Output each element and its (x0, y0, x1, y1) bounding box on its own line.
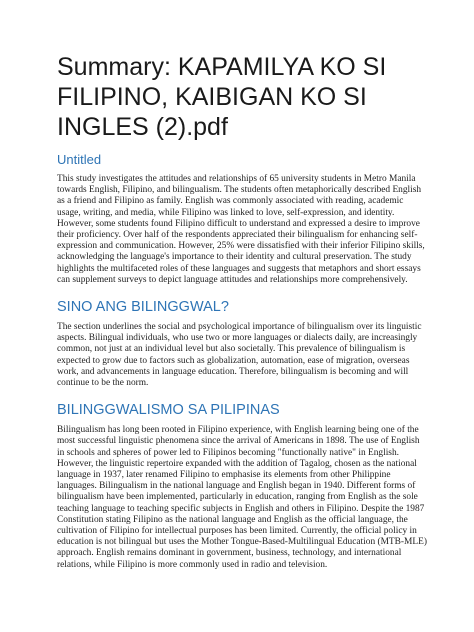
section-heading: SINO ANG BILINGGWAL? (57, 299, 229, 316)
document-page (57, 52, 427, 583)
section-paragraph: This study investigates the attitudes and relationships of 65 university students in Metro Manila towards English, Filipino, and bilingualism. The students often metaphorically described English as a friend and Filipino as family. English was commonly associated with reading, academic usage, writing, and media, while Filipino was linked to love, self-expression, and identity. However, some students found Filipino difficult to understand and expressed a desire to improve their proficiency. Over half of the respondents appreciated their bilingualism for enhancing self-expression and communication. However, 25% were dissatisfied with their inferior Filipino skills, acknowledging the language's importance to their identity and cultural preservation. The study highlights the multifaceted roles of these languages and suggests that metaphors and short essays can supplement surveys to depict language attitudes and relationships more comprehensively. (57, 174, 425, 285)
section-untitled (57, 152, 427, 286)
section-paragraph: Bilingualism has long been rooted in Filipino experience, with English learning being one of the most successful linguistic phenomena since the arrival of Americans in 1898. The use of English in schools and spheres of power led to Filipinos becoming "functionally native" in English. However, the linguistic repertoire expanded with the addition of Tagalog, chosen as the national language in 1937, later renamed Filipino to emphasise its elements from other Philippine languages. Bilingualism in the national language and English began in 1940. Different forms of bilingualism have been implemented, particularly in education, ranging from English as the sole teaching language to teaching specific subjects in English and others in Filipino. Despite the 1987 Constitution stating Filipino as the national language and English as the official language, the cultivation of Filipino for intellectual purposes has been limited. Currently, the official policy in education is not bilingual but uses the Mother Tongue-Based-Multilingual Education (MTB-MLE) approach. English remains dominant in government, business, technology, and international relations, while Filipino is more commonly used in radio and television. (57, 425, 427, 570)
section-paragraph: The section underlines the social and psychological importance of bilingualism over its linguistic aspects. Bilingual individuals, who use two or more languages or dialects daily, are increasingly common, not just at an individual level but also societally. This prevalence of bilingualism is expected to grow due to factors such as globalization, automation, ease of migration, overseas work, and advancements in language education. Therefore, bilingualism is becoming and will continue to be the norm. (57, 322, 422, 389)
section-sino-ang-bilinggwal (57, 298, 427, 389)
document-title: Summary: KAPAMILYA KO SI FILIPINO, KAIBIGAN KO SI INGLES (2).pdf (57, 53, 387, 141)
section-heading: BILINGGWALISMO SA PILIPINAS (57, 402, 280, 419)
section-heading: Untitled (57, 152, 102, 167)
section-bilinggwalismo-sa-pilipinas (57, 401, 427, 571)
